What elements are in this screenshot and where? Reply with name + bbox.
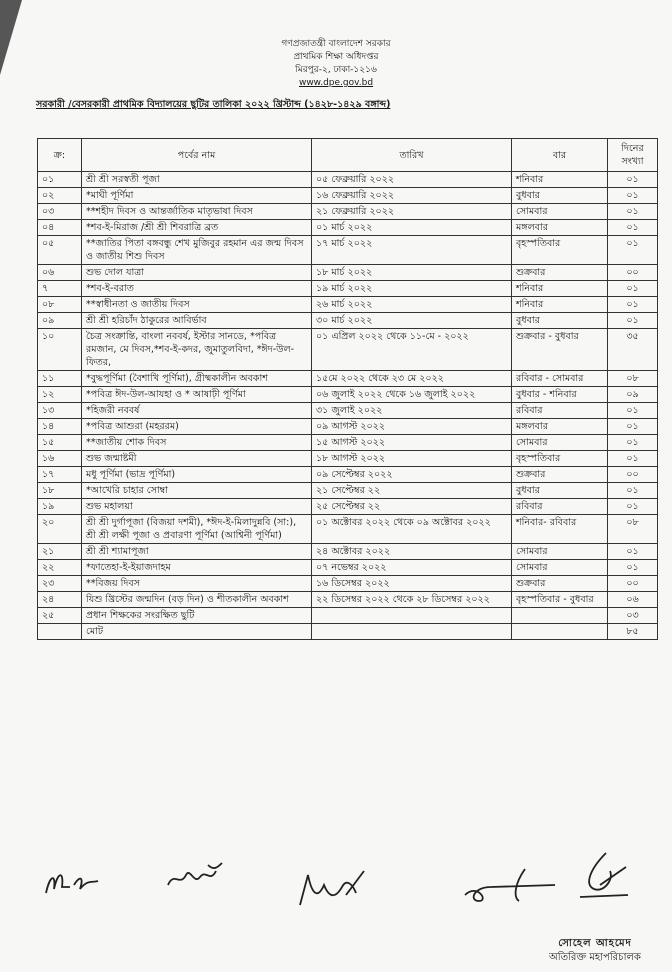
table-row [38,435,658,451]
cell-festival: *শব-ই-বরাত [82,281,312,297]
cell-day: বুধবার - শনিবার [512,387,608,403]
table-row [38,281,658,297]
cell-day: রবিবার - সোমবার [512,371,608,387]
cell-serial: ১৩ [38,403,82,419]
signatory-designation: অতিরিক্ত মহাপরিচালক [549,952,641,963]
cell-serial: ০৪ [38,220,82,236]
table-row [38,576,658,592]
cell-day: রবিবার [512,403,608,419]
cell-count: ০০ [608,576,658,592]
cell-serial: ২০ [38,515,82,544]
cell-festival: **শহীদ দিবস ও আন্তর্জাতিক মাতৃভাষা দিবস [82,204,312,220]
cell-date: ২৫ সেপ্টেম্বর ২২ [312,499,512,515]
cell-serial: ২৪ [38,592,82,608]
cell-date: ১৫ আগস্ট ২০২২ [312,435,512,451]
cell-date: ০১ এপ্রিল ২০২২ থেকে ১১-মে - ২০২২ [312,329,512,371]
cell-date: ১৭ মার্চ ২০২২ [312,236,512,265]
cell-festival: চৈত্র সংক্রান্তি, বাংলা নববর্ষ, ইস্টার সানডে, *পবিত্র রমজান, মে দিবস,*শব-ই-কদর, জুমাতুলবিদা, *ঈদ-উল-ফিতর, [82,329,312,371]
cell-day: শুক্রবার [512,467,608,483]
table-row [38,467,658,483]
table-row [38,560,658,576]
cell-festival: শুভ মহালয়া [82,499,312,515]
cell-day: মঙ্গলবার [512,419,608,435]
cell-festival: *মাঘী পূর্ণিমা [82,188,312,204]
cell-date: ২৪ অক্টোবর ২০২২ [312,544,512,560]
cell-count: ০৩ [608,608,658,624]
cell-serial: ১৭ [38,467,82,483]
cell-day: শুক্রবার - বুধবার [512,329,608,371]
cell-date: ০১ মার্চ ২০২২ [312,220,512,236]
table-row [38,371,658,387]
table-row [38,592,658,608]
table-row [38,544,658,560]
cell-count: ০১ [608,313,658,329]
cell-count: ০১ [608,499,658,515]
cell-date: ৩১ জুলাই ২০২২ [312,403,512,419]
cell-count: ০১ [608,403,658,419]
cell-count: ০১ [608,483,658,499]
cell-serial: ১৬ [38,451,82,467]
cell-day: সোমবার [512,435,608,451]
cell-count: ০১ [608,544,658,560]
cell-date: ২২ ডিসেম্বর ২০২২ থেকে ২৮ ডিসেম্বর ২০২২ [312,592,512,608]
cell-festival: শ্রী শ্রী শ্যামাপূজা [82,544,312,560]
signatory-block [520,937,670,965]
cell-festival: প্রধান শিক্ষকের সংরক্ষিত ছুটি [82,608,312,624]
cell-festival: মধু পূর্ণিমা (ভাদ্র পূর্ণিমা) [82,467,312,483]
cell-day: বৃহস্পতিবার [512,451,608,467]
table-row [38,313,658,329]
table-row [38,297,658,313]
cell-count: ০১ [608,172,658,188]
cell-day: বৃহস্পতিবার [512,236,608,265]
cell-date [312,608,512,624]
cell-date: ৩০ মার্চ ২০২২ [312,313,512,329]
cell-date: ১৬ ফেব্রুয়ারি ২০২২ [312,188,512,204]
cell-serial: ১২ [38,387,82,403]
signature-mark [40,863,110,903]
cell-day [512,624,608,640]
holiday-table [37,138,658,640]
cell-festival: *পবিত্র আশুরা (মহররম) [82,419,312,435]
cell-festival: শুভ জন্মাষ্টমী [82,451,312,467]
cell-festival: *ফাতেহা-ই-ইয়াজদাহম [82,560,312,576]
table-row [38,220,658,236]
cell-date: ২১ ফেব্রুয়ারি ২০২২ [312,204,512,220]
cell-serial: ২৩ [38,576,82,592]
cell-serial: ০৬ [38,265,82,281]
table-row [38,204,658,220]
table-row [38,329,658,371]
cell-serial: ২২ [38,560,82,576]
cell-festival: মোট [82,624,312,640]
cell-day: সোমবার [512,204,608,220]
table-row [38,624,658,640]
cell-festival: *শব-ই-মিরাজ /শ্রী শ্রী শিবরাত্রি ব্রত [82,220,312,236]
website-link[interactable]: www.dpe.gov.bd [298,78,374,88]
cell-festival: শ্রী শ্রী দুর্গাপূজা (বিজয়া দশমী), *ঈদ-ই-মিলাদুন্নবি (সা:), শ্রী শ্রী লক্ষী পূজা ও প্রবারণা পূর্ণিমা (আশ্বিনী পূর্ণিমা) [82,515,312,544]
cell-day: মঙ্গলবার [512,220,608,236]
cell-festival: **স্বাধীনতা ও জাতীয় দিবস [82,297,312,313]
cell-serial: ২১ [38,544,82,560]
cell-date: ০১ অক্টোবর ২০২২ থেকে ০৯ অক্টোবর ২০২২ [312,515,512,544]
signature-mark [160,857,230,897]
cell-day: শনিবার- রবিবার [512,515,608,544]
cell-date: ১৬ ডিসেম্বর ২০২২ [312,576,512,592]
cell-festival: *পবিত্র ঈদ-উল-আযহা ও * আষাঢ়ী পূর্ণিমা [82,387,312,403]
cell-serial: ০৫ [38,236,82,265]
cell-serial: ০২ [38,188,82,204]
cell-day: সোমবার [512,560,608,576]
cell-count: ০৮ [608,371,658,387]
cell-date: ০৬ জুলাই ২০২২ থেকে ১৬ জুলাই ২০২২ [312,387,512,403]
cell-festival: শ্রী শ্রী হরিচাঁদ ঠাকুরের আবির্ভাব [82,313,312,329]
cell-serial: ২৫ [38,608,82,624]
header-serial: ক্র: [38,139,82,172]
cell-date [312,624,512,640]
table-row [38,499,658,515]
cell-count: ০১ [608,220,658,236]
table-row [38,483,658,499]
office-address: মিরপুর-২, ঢাকা-১২১৬ [295,65,377,75]
header-date: তারিখ [312,139,512,172]
cell-count: ০১ [608,188,658,204]
cell-day: বৃহস্পতিবার - বুধবার [512,592,608,608]
table-row [38,608,658,624]
cell-serial: ৭ [38,281,82,297]
cell-count: ০৬ [608,592,658,608]
cell-day: শনিবার [512,297,608,313]
cell-count: ০০ [608,467,658,483]
signatory-name: সোহেল আহমেদ [558,938,632,949]
table-row [38,188,658,204]
cell-festival: **জাতির পিতা বঙ্গবন্ধু শেখ মুজিবুর রহমান এর জন্ম দিবস ও জাতীয় শিশু দিবস [82,236,312,265]
cell-day: শুক্রবার [512,265,608,281]
cell-festival: শ্রী শ্রী সরস্বতী পূজা [82,172,312,188]
cell-serial: ১৪ [38,419,82,435]
cell-festival: *বুদ্ধপূর্ণিমা (বৈশাখি পূর্ণিমা), গ্রীষ্মকালীন অবকাশ [82,371,312,387]
signature-mark [290,865,370,915]
table-row [38,236,658,265]
cell-date: ১৫মে ২০২২ থেকে ২৩ মে ২০২২ [312,371,512,387]
cell-date: ০৯ সেপ্টেম্বর ২০২২ [312,467,512,483]
cell-day: রবিবার [512,499,608,515]
cell-date: ২৬ মার্চ ২০২২ [312,297,512,313]
cell-festival: যিশু খ্রিস্টের জন্মদিন (বড় দিন) ও শীতকালীন অবকাশ [82,592,312,608]
cell-day: সোমবার [512,544,608,560]
cell-day [512,608,608,624]
cell-day: শুক্রবার [512,576,608,592]
cell-serial: ১০ [38,329,82,371]
table-header-row [38,139,658,172]
cell-date: ০৯ আগস্ট ২০২২ [312,419,512,435]
cell-serial: ১৫ [38,435,82,451]
cell-count: ০১ [608,204,658,220]
cell-day: বুধবার [512,188,608,204]
cell-count: ০০ [608,265,658,281]
letterhead [0,38,672,90]
cell-count: ০১ [608,236,658,265]
cell-festival: *হিজরী নববর্ষ [82,403,312,419]
table-row [38,451,658,467]
government-name: গণপ্রজাতন্ত্রী বাংলাদেশ সরকার [281,39,391,49]
cell-date: ০৫ ফেব্রুয়ারি ২০২২ [312,172,512,188]
cell-festival: শুভ দোল যাত্রা [82,265,312,281]
cell-day: শনিবার [512,281,608,297]
cell-date: ২১ সেপ্টেম্বর ২২ [312,483,512,499]
cell-serial: ১৮ [38,483,82,499]
header-count: দিনের সংখ্যা [608,139,658,172]
cell-count: ০১ [608,435,658,451]
cell-count: ০১ [608,297,658,313]
header-festival: পর্বের নাম [82,139,312,172]
cell-serial: ০১ [38,172,82,188]
cell-serial: ০৮ [38,297,82,313]
department-name: প্রাথমিক শিক্ষা অধিদপ্তর [293,52,379,62]
cell-festival: **জাতীয় শোক দিবস [82,435,312,451]
cell-count: ০৮ [608,515,658,544]
cell-count: ০১ [608,560,658,576]
cell-count: ০৯ [608,387,658,403]
cell-count: ০১ [608,451,658,467]
header-day: বার [512,139,608,172]
cell-date: ০৭ নভেম্বর ২০২২ [312,560,512,576]
cell-count: ৩৫ [608,329,658,371]
cell-date: ১৯ মার্চ ২০২২ [312,281,512,297]
cell-festival: **বিজয় দিবস [82,576,312,592]
cell-festival: *আখেরি চাহার সোম্বা [82,483,312,499]
cell-count: ০১ [608,281,658,297]
cell-date: ১৮ আগস্ট ২০২২ [312,451,512,467]
cell-serial: ০৯ [38,313,82,329]
cell-serial: ০৩ [38,204,82,220]
table-row [38,265,658,281]
cell-serial [38,624,82,640]
cell-serial: ১৯ [38,499,82,515]
signature-mark [455,861,565,911]
table-row [38,403,658,419]
cell-day: বুধবার [512,313,608,329]
table-row [38,172,658,188]
signature-mark [570,849,640,909]
cell-count: ৮৫ [608,624,658,640]
cell-day: বুধবার [512,483,608,499]
cell-serial: ১১ [38,371,82,387]
table-row [38,515,658,544]
table-row [38,387,658,403]
cell-date: ১৮ মার্চ ২০২২ [312,265,512,281]
cell-day: শনিবার [512,172,608,188]
document-title: সরকারী /বেসরকারী প্রাথমিক বিদ্যালয়ের ছুটির তালিকা ২০২২ খ্রিস্টাব্দ (১৪২৮-১৪২৯ বঙ্গাব্দ) [36,99,391,110]
table-row [38,419,658,435]
cell-count: ০১ [608,419,658,435]
